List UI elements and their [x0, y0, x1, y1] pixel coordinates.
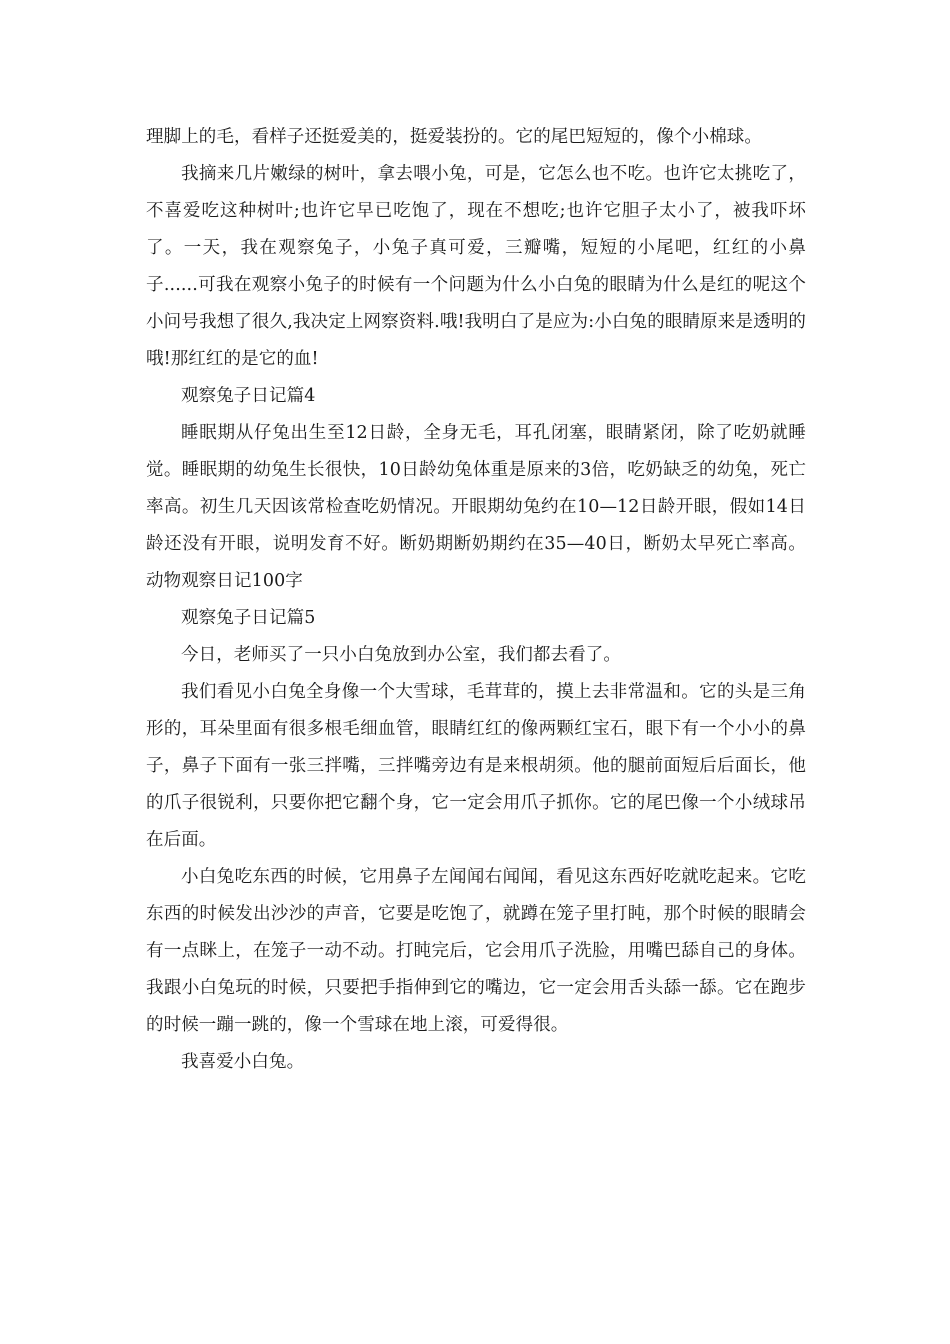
paragraph-continued: 理脚上的毛，看样子还挺爱美的，挺爱装扮的。它的尾巴短短的，像个小棉球。: [146, 127, 762, 147]
section-heading-4: 观察兔子日记篇4: [181, 386, 316, 406]
paragraph-appearance: 我们看见小白兔全身像一个大雪球，毛茸茸的，摸上去非常温和。它的头是三角形的，耳朵里面有很多根毛细血管，眼睛红红的像两颗红宝石，眼下有一个小小的鼻子，鼻子下面有一张三拌嘴，三拌嘴旁边有是来根胡须。他的腿前面短后后面长，他的爪子很锐利，只要你把它翻个身，它一定会用爪子抓你。它的尾巴像一个小绒球吊在后面。: [146, 682, 806, 850]
paragraph-teacher-bought: 今日，老师买了一只小白兔放到办公室，我们都去看了。: [181, 645, 621, 665]
paragraph-conclusion: 我喜爱小白兔。: [181, 1052, 305, 1072]
paragraph-growth-stages: 睡眠期从仔兔出生至12日龄，全身无毛，耳孔闭塞，眼睛紧闭，除了吃奶就睡觉。睡眠期的幼兔生长很快，10日龄幼兔体重是原来的3倍，吃奶缺乏的幼兔，死亡率高。初生几天因该常检查吃奶情况。开眼期幼兔约在10—12日龄开眼，假如14日龄还没有开眼，说明发育不好。断奶期断奶期约在35—40日，断奶太早死亡率高。动物观察日记100字: [146, 423, 806, 591]
paragraph-eating-habits: 小白兔吃东西的时候，它用鼻子左闻闻右闻闻，看见这东西好吃就吃起来。它吃东西的时候发出沙沙的声音，它要是吃饱了，就蹲在笼子里打盹，那个时候的眼睛会有一点眯上，在笼子一动不动。打盹完后，它会用爪子洗脸，用嘴巴舔自己的身体。我跟小白兔玩的时候，只要把手指伸到它的嘴边，它一定会用舌头舔一舔。它在跑步的时候一蹦一跳的，像一个雪球在地上滚，可爱得很。: [146, 867, 806, 1035]
document-page: [146, 119, 806, 1081]
paragraph-feeding-leaves: 我摘来几片嫩绿的树叶，拿去喂小兔，可是，它怎么也不吃。也许它太挑吃了，不喜爱吃这种树叶;也许它早已吃饱了，现在不想吃;也许它胆子太小了，被我吓坏了。一天，我在观察兔子，小兔子真可爱，三瓣嘴，短短的小尾吧，红红的小鼻子......可我在观察小兔子的时候有一个问题为什么小白兔的眼睛为什么是红的呢这个小问号我想了很久,我决定上网察资料.哦!我明白了是应为:小白兔的眼睛原来是透明的哦!那红红的是它的血!: [146, 164, 806, 369]
section-heading-5: 观察兔子日记篇5: [181, 608, 316, 628]
